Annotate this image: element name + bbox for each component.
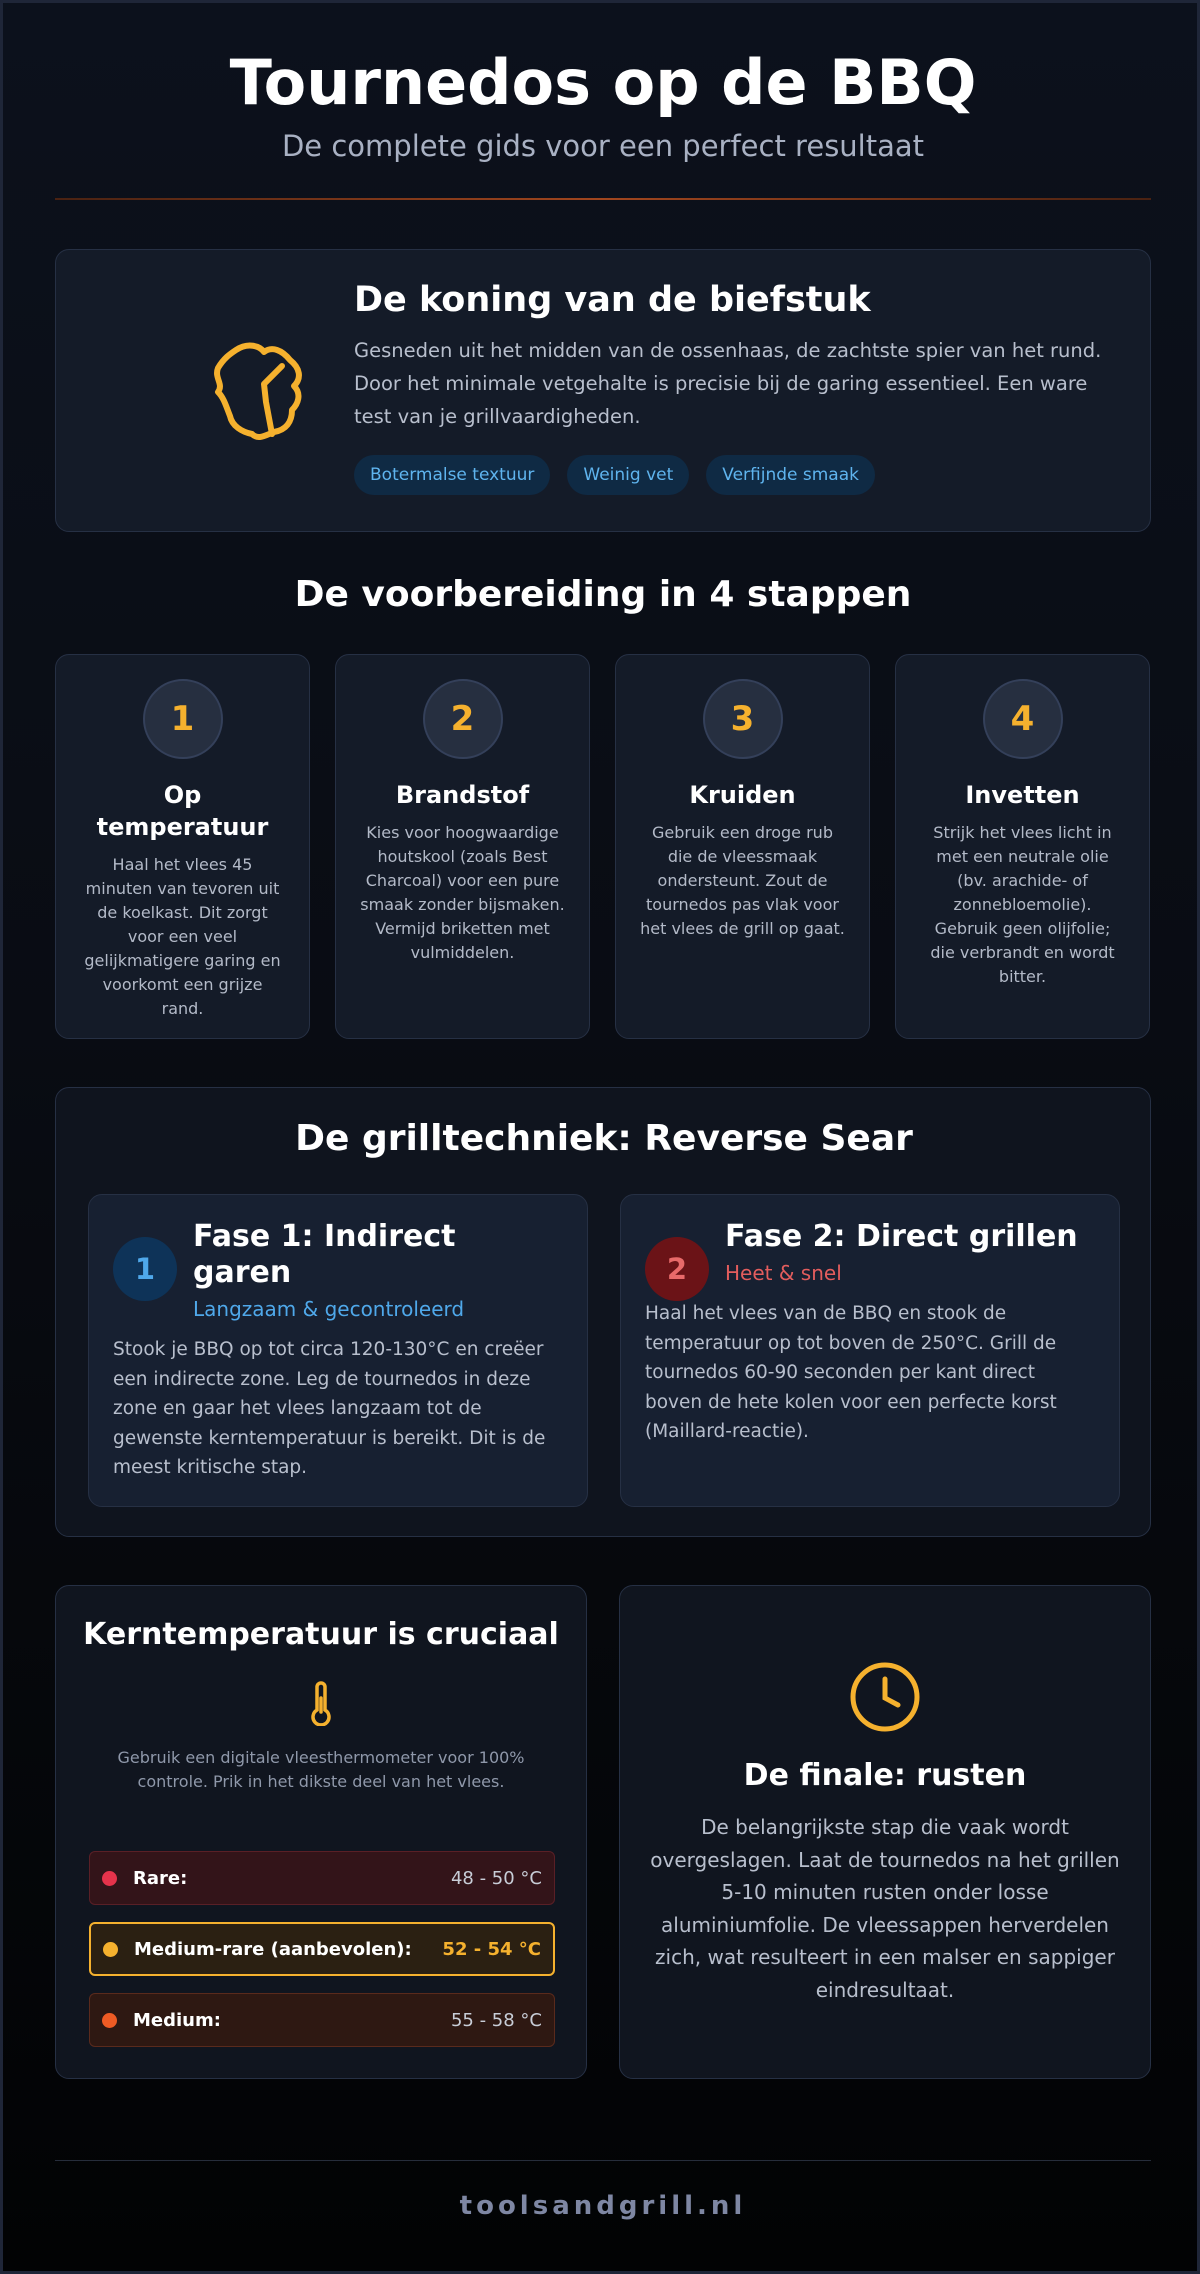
- technique-card: [55, 1087, 1151, 1537]
- temp-value: 48 - 50 °C: [450, 1867, 542, 1889]
- step-text: Gebruik een droge rub die de vleessmaak ondersteunt. Zout de tournedos pas vlak voor het vlees de grill op gaat.: [640, 823, 845, 938]
- core-temp-card: [55, 1585, 587, 2079]
- clock-icon: [848, 1660, 922, 1734]
- step-text: Kies voor hoogwaardige houtskool (zoals Best Charcoal) voor een pure smaak zonder bijsmaken. Vermijd briketten met vulmiddelen.: [360, 823, 565, 962]
- step-number: 2: [423, 679, 503, 759]
- phase-title: Fase 1: Indirect garen: [193, 1219, 456, 1290]
- phase-number: 2: [645, 1237, 709, 1301]
- temp-value: 55 - 58 °C: [450, 2009, 542, 2031]
- phase-subtitle: Langzaam & gecontroleerd: [193, 1297, 465, 1321]
- step-text: Haal het vlees 45 minuten van tevoren uit de koelkast. Dit zorgt voor een veel gelijkmatigere garing en voorkomt een grijze rand.: [84, 855, 281, 1018]
- step-card: [895, 654, 1150, 1039]
- temp-row-medium-rare: [89, 1922, 555, 1976]
- step-number: 3: [703, 679, 783, 759]
- intro-tags: [354, 455, 1124, 495]
- status-dot: [103, 1942, 118, 1957]
- footer-divider: [55, 2160, 1151, 2161]
- steak-icon: [206, 338, 316, 448]
- step-number: 4: [983, 679, 1063, 759]
- step-text: Strijk het vlees licht in met een neutrale olie (bv. arachide- of zonnebloemolie). Gebruik geen olijfolie; die verbrandt en wordt bitter.: [930, 823, 1115, 986]
- phase-card-indirect: [88, 1194, 588, 1507]
- step-number: 1: [143, 679, 223, 759]
- rest-card: [619, 1585, 1151, 2079]
- intro-card: [55, 249, 1151, 532]
- phase-heading: [193, 1219, 563, 1321]
- tag: Botermalse textuur: [354, 455, 550, 495]
- temp-row-rare: [89, 1851, 555, 1905]
- phase-heading: [725, 1219, 1095, 1285]
- rest-title: De finale: rusten: [743, 1758, 1027, 1793]
- step-title: Kruiden: [689, 781, 796, 809]
- phase-text: Haal het vlees van de BBQ en stook de temperatuur op tot boven de 250°C. Grill de tournedos 60-90 seconden per kant direct boven de hete kolen voor een perfecte korst (Maillard-reactie).: [645, 1303, 1057, 1442]
- temp-label: Medium-rare (aanbevolen):: [134, 1938, 412, 1960]
- status-dot: [102, 1871, 117, 1886]
- temp-label: Medium:: [133, 2009, 221, 2031]
- preparation-title: De voorbereiding in 4 stappen: [294, 574, 912, 615]
- step-title: Op temperatuur: [96, 781, 269, 841]
- intro-body: [354, 280, 1124, 495]
- page-header: [3, 43, 1200, 163]
- page-subtitle: De complete gids voor een perfect resultaat: [281, 129, 925, 163]
- phase-number: 1: [113, 1237, 177, 1301]
- thermometer-icon: [306, 1680, 336, 1726]
- core-temp-title: Kerntemperatuur is cruciaal: [83, 1617, 559, 1652]
- intro-title: De koning van de biefstuk: [354, 280, 871, 320]
- page-title: Tournedos op de BBQ: [229, 46, 977, 119]
- phase-title: Fase 2: Direct grillen: [725, 1219, 1078, 1254]
- phase-card-direct: [620, 1194, 1120, 1507]
- step-card: [335, 654, 590, 1039]
- step-card: [615, 654, 870, 1039]
- phase-text: Stook je BBQ op tot circa 120-130°C en creëer een indirecte zone. Leg de tournedos in deze zone en gaar het vlees langzaam tot de gewenste kerntemperatuur is bereikt. Dit is de meest kritische stap.: [113, 1339, 546, 1478]
- temp-value: 52 - 54 °C: [442, 1938, 541, 1960]
- tag: Weinig vet: [567, 455, 689, 495]
- step-title: Invetten: [965, 781, 1080, 809]
- temp-row-medium: [89, 1993, 555, 2047]
- status-dot: [102, 2013, 117, 2028]
- rest-text: De belangrijkste stap die vaak wordt overgeslagen. Laat de tournedos na het grillen 5-10 minuten rusten onder losse aluminiumfolie. De vleessappen herverdelen zich, wat resulteert in een malser en sappiger eindresultaat.: [650, 1815, 1120, 2002]
- technique-title: De grilltechniek: Reverse Sear: [295, 1118, 913, 1159]
- core-temp-note: Gebruik een digitale vleesthermometer voor 100% controle. Prik in het dikste deel van het vlees.: [117, 1748, 525, 1791]
- intro-description: Gesneden uit het midden van de ossenhaas, de zachtste spier van het rund. Door het minimale vetgehalte is precisie bij de garing essentieel. Een ware test van je grillvaardigheden.: [354, 339, 1102, 428]
- step-card: [55, 654, 310, 1039]
- footer-brand: toolsandgrill.nl: [459, 2191, 747, 2221]
- step-title: Brandstof: [395, 781, 530, 809]
- header-divider: [55, 198, 1151, 200]
- tag: Verfijnde smaak: [706, 455, 875, 495]
- temp-label: Rare:: [133, 1867, 188, 1889]
- phase-subtitle: Heet & snel: [725, 1261, 842, 1285]
